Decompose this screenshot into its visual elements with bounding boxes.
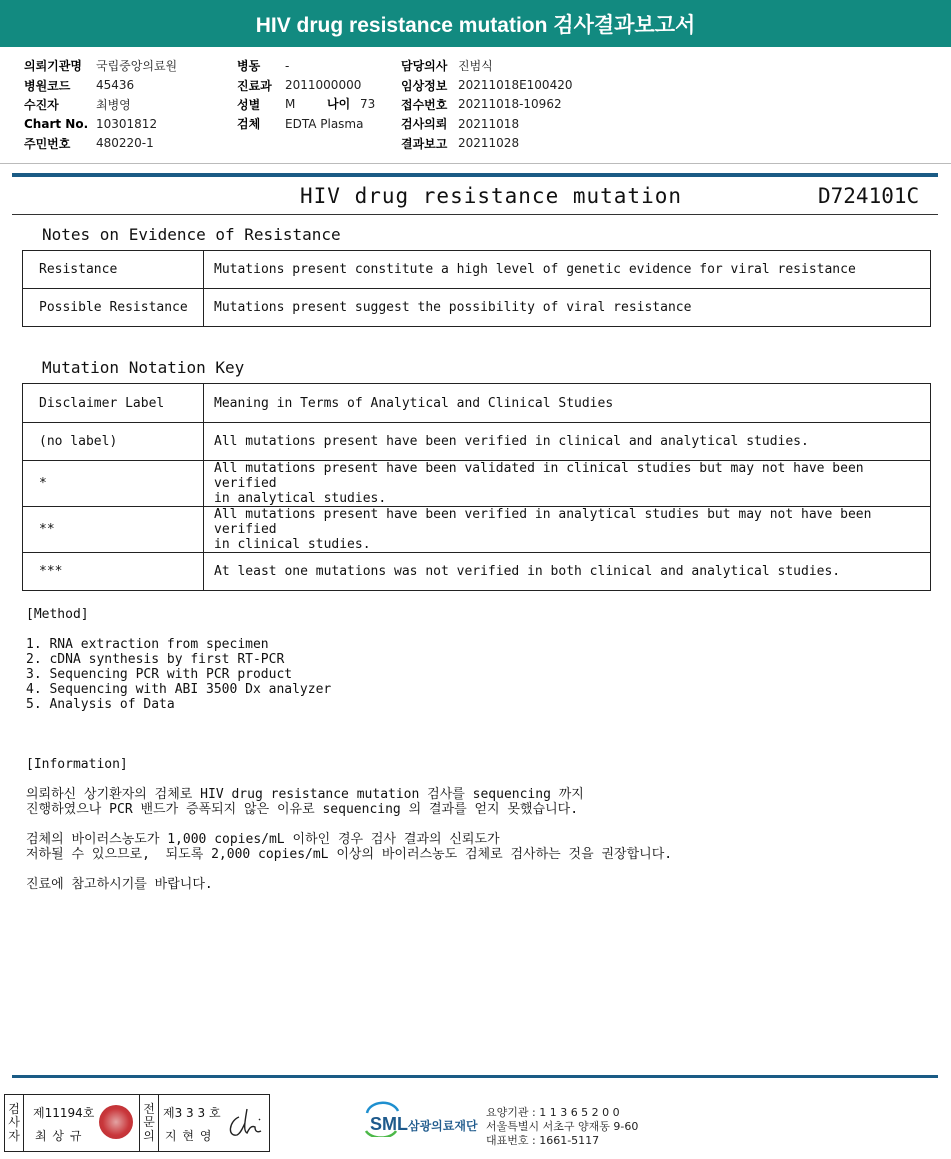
report-title: HIV drug resistance mutation (300, 184, 683, 208)
patient-field (237, 56, 363, 75)
seal-stamp-icon (99, 1105, 133, 1139)
key-row (23, 553, 931, 591)
patient-field (24, 75, 177, 94)
signature-box (4, 1094, 270, 1152)
key-row (23, 507, 931, 553)
meaning-cell: Mutations present constitute a high level of genetic evidence for viral resistance (204, 251, 931, 289)
information-heading: [Information] (26, 757, 128, 772)
patient-field (24, 114, 177, 133)
field-value: 45436 (96, 78, 135, 93)
meaning-cell: Meaning in Terms of Analytical and Clinical Studies (204, 384, 931, 423)
label-cell: Disclaimer Label (23, 384, 204, 423)
institution-code: 요양기관 : 1 1 3 6 5 2 0 0 (486, 1106, 620, 1119)
patient-field (24, 134, 177, 153)
field-value: - (285, 58, 290, 73)
field-label: Chart No. (24, 116, 89, 131)
meaning-cell: All mutations present have been verified in clinical and analytical studies. (204, 423, 931, 461)
method-step: 3. Sequencing PCR with PCR product (26, 667, 293, 682)
field-label: 임상정보 (401, 78, 448, 93)
notes-table (22, 250, 931, 327)
field-label: 주민번호 (24, 136, 71, 151)
field-value: 20211028 (458, 136, 520, 151)
patient-field (401, 56, 572, 75)
patient-field (401, 134, 572, 153)
field-label: 진료과 (237, 78, 272, 93)
age-value: 73 (360, 97, 376, 111)
patient-field (401, 95, 572, 114)
patient-field (24, 56, 177, 75)
report-code: D724101C (818, 184, 920, 208)
key-row (23, 423, 931, 461)
field-value: 10301812 (96, 116, 158, 131)
patient-info (0, 48, 951, 164)
field-value: 20211018E100420 (458, 78, 573, 93)
examiner-license: 제11194호 (33, 1106, 95, 1120)
field-value: 20211018 (458, 116, 520, 131)
key-heading: Mutation Notation Key (42, 358, 245, 377)
approver-label-text: 전 문 의 (143, 1101, 155, 1143)
method-step: 4. Sequencing with ABI 3500 Dx analyzer (26, 682, 332, 697)
field-label: 담당의사 (401, 59, 448, 74)
label-cell: *** (23, 553, 204, 591)
field-label: 병원코드 (24, 78, 71, 93)
field-value: EDTA Plasma (285, 116, 364, 131)
label-cell: (no label) (23, 423, 204, 461)
method-step: 5. Analysis of Data (26, 697, 175, 712)
meaning-cell: Mutations present suggest the possibility of viral resistance (204, 289, 931, 327)
field-label: 수진자 (24, 97, 59, 112)
label-cell: Possible Resistance (23, 289, 204, 327)
divider-line (12, 214, 938, 215)
examiner-label (5, 1095, 24, 1151)
patient-field (237, 75, 363, 94)
key-row (23, 461, 931, 507)
field-label: 성별 (237, 97, 261, 112)
approver-license: 제3 3 3 호 (163, 1106, 221, 1120)
footer-divider (12, 1075, 938, 1078)
meaning-cell: All mutations present have been validated in clinical studies but may not have been verified in analytical studies. (204, 461, 931, 507)
field-value: 국립중앙의료원 (96, 59, 178, 74)
field-value: M (285, 97, 296, 112)
method-list (26, 637, 331, 712)
notes-row (23, 289, 931, 327)
meaning-cell: At least one mutations was not verified in both clinical and analytical studies. (204, 553, 931, 591)
label-cell: * (23, 461, 204, 507)
patient-field (237, 114, 363, 133)
patient-info-column-1 (24, 56, 177, 153)
approver-label (139, 1095, 159, 1151)
field-value: 2011000000 (285, 78, 362, 93)
label-cell: Resistance (23, 251, 204, 289)
key-table (22, 383, 931, 591)
field-value: 진범식 (458, 59, 493, 74)
notes-row (23, 251, 931, 289)
method-step: 2. cDNA synthesis by first RT-PCR (26, 652, 285, 667)
phone-number: 대표번호 : 1661-5117 (486, 1134, 600, 1147)
meaning-cell: All mutations present have been verified in analytical studies but may not have been verified in clinical studies. (204, 507, 931, 553)
age-field (327, 95, 375, 112)
patient-field (401, 75, 572, 94)
address: 서울특별시 서초구 양재동 9-60 (486, 1120, 639, 1133)
field-label: 검사의뢰 (401, 117, 448, 132)
method-heading: [Method] (26, 607, 89, 622)
notes-heading: Notes on Evidence of Resistance (42, 225, 341, 244)
patient-field (24, 95, 177, 114)
field-value: 최병영 (96, 97, 131, 112)
organization-name: 삼광의료재단 (408, 1119, 478, 1133)
information-paragraph-1: 의뢰하신 상기환자의 검체로 HIV drug resistance mutation 검사를 sequencing 까지 진행하였으나 PCR 밴드가 증폭되지 않은 이유로 sequencing 의 결과를 얻지 못했습니다. (26, 787, 584, 817)
approver-name: 지 현 영 (165, 1129, 213, 1143)
field-label: 의뢰기관명 (24, 59, 82, 74)
field-value: 20211018-10962 (458, 97, 562, 112)
field-label: 검체 (237, 117, 261, 132)
field-label: 접수번호 (401, 97, 448, 112)
signature-icon (225, 1103, 267, 1143)
patient-field (401, 114, 572, 133)
label-cell: ** (23, 507, 204, 553)
information-paragraph-2: 검체의 바이러스농도가 1,000 copies/mL 이하인 경우 검사 결과의 신뢰도가 저하될 수 있으므로, 되도록 2,000 copies/mL 이상의 바이러스농도 검체로 검사하는 것을 권장합니다. (26, 832, 673, 862)
report-header-title: HIV drug resistance mutation 검사결과보고서 (0, 0, 951, 47)
sml-logo-text: SML (370, 1114, 408, 1134)
examiner-name: 최 상 규 (35, 1129, 83, 1143)
age-label: 나이 (327, 97, 351, 111)
information-paragraph-3: 진료에 참고하시기를 바랍니다. (26, 877, 213, 892)
field-label: 결과보고 (401, 136, 448, 151)
method-step: 1. RNA extraction from specimen (26, 637, 269, 652)
field-label: 병동 (237, 59, 261, 74)
patient-info-column-3 (401, 56, 572, 153)
key-header-row (23, 384, 931, 423)
examiner-label-text: 검 사 자 (8, 1101, 20, 1143)
divider-bar (12, 173, 938, 177)
field-value: 480220-1 (96, 136, 154, 151)
